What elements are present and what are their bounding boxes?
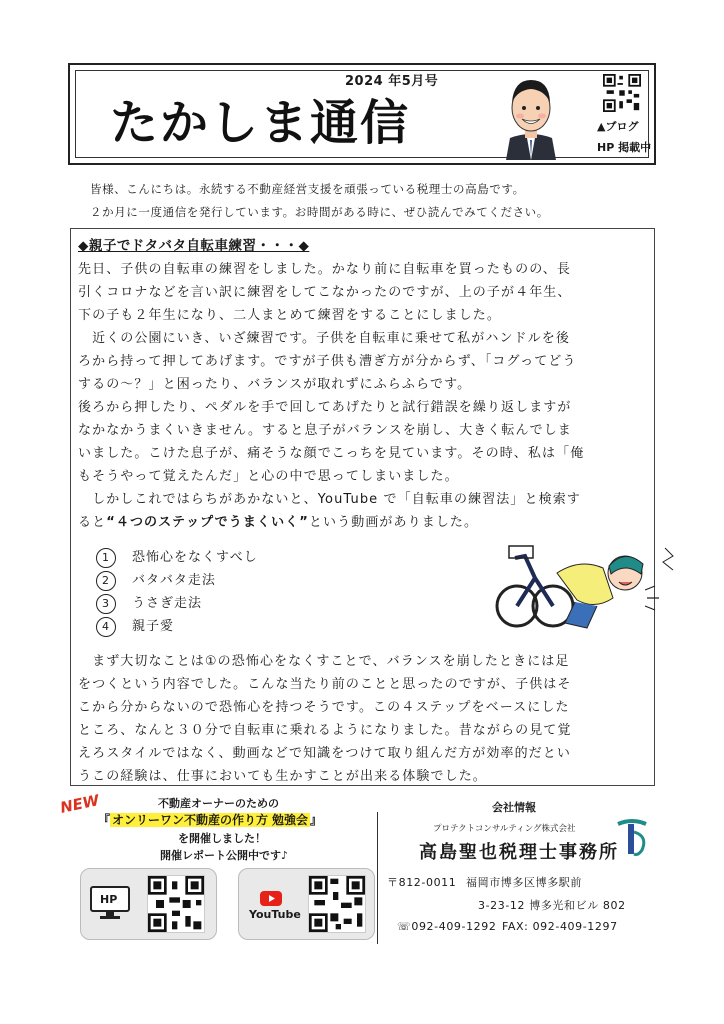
article-line: 後ろから押したり、ペダルを手で回してあげたりと試行錯誤を繰り返しますが bbox=[78, 400, 572, 415]
address-line-2: 3-23-12 博多光和ビル 802 bbox=[478, 899, 626, 912]
step-item: 1 恐怖心をなくすべし bbox=[96, 546, 258, 568]
company-name: 高島聖也税理士事務所 bbox=[419, 842, 619, 863]
address-line-1: 福岡市博多区博多駅前 bbox=[466, 876, 582, 889]
article-line: 下の子も２年生になり、二人まとめて練習をすることにしました。 bbox=[78, 308, 502, 323]
youtube-qr-code-icon[interactable] bbox=[308, 875, 366, 933]
step-item: 3 うさぎ走法 bbox=[96, 592, 202, 614]
closing-line: ところ、なんと３０分で自転車に乗れるようになりました。昔ながらの見て覚 bbox=[78, 723, 572, 738]
issue-date: 2024 年5月号 bbox=[345, 74, 439, 89]
closing-line: こから分からないので恐怖心を持つそうです。この４ステップをベースにした bbox=[78, 700, 570, 715]
closing-line: まず大切なことは①の恐怖心をなくすことで、バランスを崩したときには足 bbox=[78, 654, 570, 669]
greeting-line-2: ２か月に一度通信を発行しています。お時間がある時に、ぜひ読んでみてください。 bbox=[90, 205, 549, 219]
youtube-play-icon bbox=[260, 891, 282, 906]
author-portrait-image bbox=[500, 72, 562, 160]
article-line: 近くの公園にいき、いざ練習です。子供を自転車に乗せて私がハンドルを後 bbox=[78, 331, 570, 346]
new-badge: NEW bbox=[58, 791, 101, 817]
step-item: 2 バタバタ走法 bbox=[96, 569, 216, 591]
article-line: しかしこれではらちがあかないと、YouTube で「自転車の練習法」と検索す bbox=[78, 492, 581, 507]
seminar-line-3: を開催しました！ bbox=[178, 832, 266, 845]
article-line: 引くコロナなどを言い訳に練習をしてこなかったのですが、上の子が４年生、 bbox=[78, 285, 572, 300]
video-title: “４つのステップでうまくいく” bbox=[106, 515, 309, 530]
closing-line: うこの経験は、仕事においても生かすことが出来る体験でした。 bbox=[78, 769, 487, 784]
hp-qr-code-icon[interactable] bbox=[147, 875, 205, 933]
article-line: いました。こけた息子が、痛そうな顔でこっちを見ています。その時、私は「俺 bbox=[78, 446, 585, 461]
article-line: 先日、子供の自転車の練習をしました。かなり前に自転車を買ったものの、長 bbox=[78, 262, 571, 277]
closing-line: をつくという内容でした。こんな当たり前のことと思ったのですが、子供はそ bbox=[78, 677, 572, 692]
blog-qr-code-icon[interactable] bbox=[603, 74, 641, 112]
phone-number: ☏092-409-1292 bbox=[397, 920, 497, 933]
blog-label: ▲ブログ bbox=[597, 120, 639, 133]
youtube-card-label: YouTube bbox=[249, 908, 301, 921]
postal-code: 〒812-0011 bbox=[387, 876, 457, 889]
lead-suffix: という動画がありました。 bbox=[308, 515, 479, 530]
seminar-highlight: オンリーワン不動産の作り方 bbox=[112, 813, 269, 827]
fax-number: FAX: 092-409-1297 bbox=[502, 920, 618, 933]
seminar-line-1: 不動産オーナーのための bbox=[158, 797, 279, 810]
company-info-heading: 会社情報 bbox=[492, 801, 536, 814]
footer-divider bbox=[377, 812, 378, 944]
newsletter-title: たかしま通信 bbox=[110, 95, 411, 151]
bicycle-fall-illustration bbox=[495, 528, 680, 638]
step-item: 4 親子愛 bbox=[96, 615, 174, 637]
hp-posting-label: HP 掲載中 bbox=[597, 141, 652, 154]
article-line: ろから持って押してあげます。ですが子供も漕ぎ方が分からず、「コグってどう bbox=[78, 354, 577, 369]
closing-line: えろスタイルではなく、動画などで知識をつけて取り組んだ方が効率的だとい bbox=[78, 746, 571, 761]
article-line: もそうやって覚えたんだ」と心の中で思ってしまいました。 bbox=[78, 469, 459, 484]
article-line-video bbox=[78, 511, 478, 530]
article-line: するの～？」と困ったり、バランスが取れずにふらふらです。 bbox=[78, 377, 472, 392]
greeting-line-1: 皆様、こんにちは。永続する不動産経営支援を頑張っている税理士の高島です。 bbox=[90, 182, 525, 196]
hp-card-label: HP bbox=[100, 893, 118, 906]
company-logo-icon bbox=[614, 818, 650, 858]
article-title: ◆親子でドタバタ自転車練習・・・◆ bbox=[78, 238, 310, 254]
lead-prefix: ると bbox=[78, 515, 107, 530]
company-subtitle: プロテクトコンサルティング株式会社 bbox=[433, 824, 576, 834]
seminar-line-4: 開催レポート公開中です♪ bbox=[160, 849, 289, 862]
article-line: なかなかうまくいきません。すると息子がバランスを崩し、大きく転んでしま bbox=[78, 423, 572, 438]
seminar-title: 『 オンリーワン不動産の作り方 勉強会 』 bbox=[98, 813, 323, 827]
